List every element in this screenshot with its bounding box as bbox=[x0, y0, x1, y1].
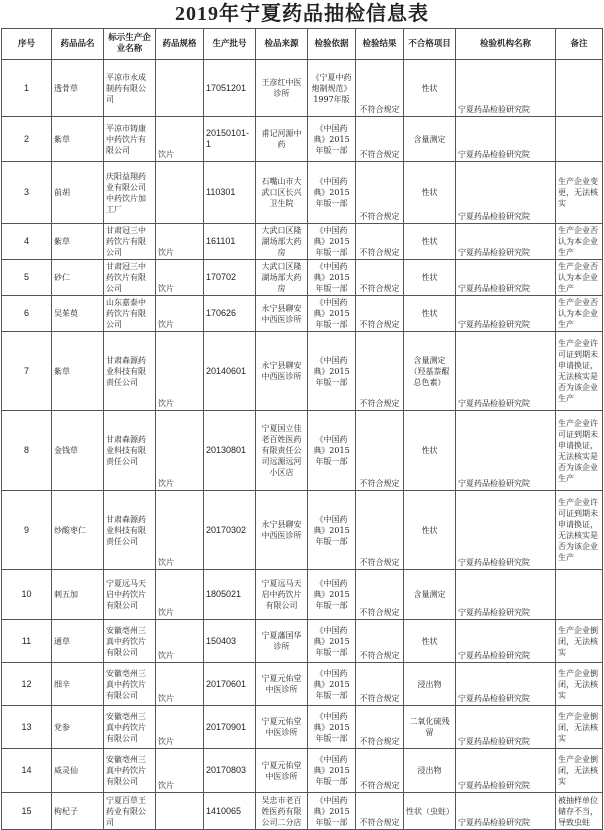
cell-manufacturer: 甘肃森源药业科技有限责任公司 bbox=[104, 332, 156, 411]
cell-spec: 饮片 bbox=[156, 332, 204, 411]
cell-drug-name: 透骨草 bbox=[52, 60, 104, 117]
cell-source: 宁夏国立佳老百姓医药有限责任公司远源远河小区店 bbox=[256, 411, 308, 491]
cell-manufacturer: 甘肃森源药业科技有限责任公司 bbox=[104, 411, 156, 491]
cell-drug-name: 炒酸枣仁 bbox=[52, 491, 104, 570]
cell-note: 生产企业否认为本企业生产 bbox=[556, 224, 603, 260]
cell-number: 14 bbox=[2, 749, 52, 793]
cell-batch: 1410065 bbox=[204, 793, 256, 830]
cell-result: 不符合规定 bbox=[356, 663, 404, 706]
cell-number: 8 bbox=[2, 411, 52, 491]
cell-number: 7 bbox=[2, 332, 52, 411]
cell-source: 大武口区隆湖场部大药房 bbox=[256, 260, 308, 296]
cell-source: 宁夏藩国华诊所 bbox=[256, 620, 308, 663]
cell-spec: 饮片 bbox=[156, 663, 204, 706]
header-cell: 生产批号 bbox=[204, 29, 256, 60]
cell-note bbox=[556, 117, 603, 162]
table-row bbox=[2, 570, 603, 620]
cell-manufacturer: 甘肃冠三中药饮片有限公司 bbox=[104, 224, 156, 260]
cell-spec: 饮片 bbox=[156, 296, 204, 332]
cell-source: 石嘴山市大武口区长兴卫生院 bbox=[256, 162, 308, 224]
cell-failed-item: 性状 bbox=[404, 260, 456, 296]
cell-basis: 《中国药典》2015年版一部 bbox=[308, 793, 356, 830]
cell-source: 宁夏远马天启中药饮片有限公司 bbox=[256, 570, 308, 620]
cell-batch: 20170601 bbox=[204, 663, 256, 706]
table-row bbox=[2, 260, 603, 296]
cell-spec: 饮片 bbox=[156, 570, 204, 620]
cell-source: 大武口区隆湖场部大药房 bbox=[256, 224, 308, 260]
cell-failed-item: 性状 bbox=[404, 620, 456, 663]
cell-failed-item: 性状 bbox=[404, 162, 456, 224]
cell-basis: 《中国药典》2015年版一部 bbox=[308, 411, 356, 491]
cell-org: 宁夏药品检验研究院 bbox=[456, 162, 556, 224]
cell-batch: 110301 bbox=[204, 162, 256, 224]
cell-drug-name: 前胡 bbox=[52, 162, 104, 224]
cell-org: 宁夏药品检验研究院 bbox=[456, 570, 556, 620]
cell-manufacturer: 宁夏远马天启中药饮片有限公司 bbox=[104, 570, 156, 620]
cell-org: 宁夏药品检验研究院 bbox=[456, 793, 556, 830]
cell-failed-item: 浸出物 bbox=[404, 749, 456, 793]
cell-number: 9 bbox=[2, 491, 52, 570]
cell-batch: 20170901 bbox=[204, 706, 256, 749]
cell-spec bbox=[156, 793, 204, 830]
cell-source: 永宁县聊安中西医诊所 bbox=[256, 296, 308, 332]
cell-basis: 《中国药典》2015年版一部 bbox=[308, 749, 356, 793]
cell-number: 13 bbox=[2, 706, 52, 749]
cell-result: 不符合规定 bbox=[356, 162, 404, 224]
cell-org: 宁夏药品检验研究院 bbox=[456, 260, 556, 296]
cell-org: 宁夏药品检验研究院 bbox=[456, 749, 556, 793]
cell-drug-name: 通草 bbox=[52, 620, 104, 663]
cell-source: 宁夏元佑堂中医诊所 bbox=[256, 663, 308, 706]
cell-drug-name: 金钱草 bbox=[52, 411, 104, 491]
cell-drug-name: 紫草 bbox=[52, 117, 104, 162]
cell-org: 宁夏药品检验研究院 bbox=[456, 60, 556, 117]
cell-org: 宁夏药品检验研究院 bbox=[456, 620, 556, 663]
cell-drug-name: 紫草 bbox=[52, 224, 104, 260]
cell-note: 生产企业否认为本企业生产 bbox=[556, 260, 603, 296]
header-cell: 不合格项目 bbox=[404, 29, 456, 60]
cell-spec: 饮片 bbox=[156, 117, 204, 162]
header-cell: 药品品名 bbox=[52, 29, 104, 60]
cell-source: 永宁县聊安中西医诊所 bbox=[256, 491, 308, 570]
cell-org: 宁夏药品检验研究院 bbox=[456, 296, 556, 332]
table-row bbox=[2, 332, 603, 411]
cell-number: 6 bbox=[2, 296, 52, 332]
table-row bbox=[2, 793, 603, 830]
cell-drug-name: 党参 bbox=[52, 706, 104, 749]
cell-failed-item: 性状 bbox=[404, 296, 456, 332]
cell-batch: 170702 bbox=[204, 260, 256, 296]
page-title: 2019年宁夏药品抽检信息表 bbox=[175, 3, 429, 25]
cell-basis: 《宁夏中药炮制规范》1997年版 bbox=[308, 60, 356, 117]
cell-note bbox=[556, 570, 603, 620]
table-row bbox=[2, 749, 603, 793]
cell-failed-item: 含量测定（羟基萘醌总色素） bbox=[404, 332, 456, 411]
table-row bbox=[2, 663, 603, 706]
cell-org: 宁夏药品检验研究院 bbox=[456, 491, 556, 570]
cell-drug-name: 细辛 bbox=[52, 663, 104, 706]
cell-org: 宁夏药品检验研究院 bbox=[456, 411, 556, 491]
cell-number: 5 bbox=[2, 260, 52, 296]
cell-result: 不符合规定 bbox=[356, 793, 404, 830]
cell-org: 宁夏药品检验研究院 bbox=[456, 706, 556, 749]
cell-batch: 20170803 bbox=[204, 749, 256, 793]
cell-spec: 饮片 bbox=[156, 224, 204, 260]
cell-batch: 1805021 bbox=[204, 570, 256, 620]
cell-basis: 《中国药典》2015年版一部 bbox=[308, 224, 356, 260]
cell-note: 生产企业倒闭，无法核实 bbox=[556, 749, 603, 793]
cell-failed-item: 性状 bbox=[404, 224, 456, 260]
cell-spec: 饮片 bbox=[156, 260, 204, 296]
cell-note: 生产企业变更，无法核实 bbox=[556, 162, 603, 224]
drug-inspection-table bbox=[1, 28, 603, 830]
cell-manufacturer: 安徽亳州三真中药饮片有限公司 bbox=[104, 749, 156, 793]
cell-batch: 161101 bbox=[204, 224, 256, 260]
cell-number: 11 bbox=[2, 620, 52, 663]
cell-drug-name: 吴茱萸 bbox=[52, 296, 104, 332]
cell-result: 不符合规定 bbox=[356, 60, 404, 117]
header-cell: 检验结果 bbox=[356, 29, 404, 60]
cell-basis: 《中国药典》2015年版一部 bbox=[308, 260, 356, 296]
table-row bbox=[2, 224, 603, 260]
cell-org: 宁夏药品检验研究院 bbox=[456, 663, 556, 706]
cell-manufacturer: 安徽亳州三真中药饮片有限公司 bbox=[104, 706, 156, 749]
cell-note: 生产企业许可证到期未申请换证，无法核实是否为该企业生产 bbox=[556, 491, 603, 570]
table-row bbox=[2, 117, 603, 162]
cell-source: 永宁县聊安中西医诊所 bbox=[256, 332, 308, 411]
cell-manufacturer: 平凉市铸康中药饮片有限公司 bbox=[104, 117, 156, 162]
cell-spec bbox=[156, 60, 204, 117]
cell-spec: 饮片 bbox=[156, 706, 204, 749]
cell-number: 15 bbox=[2, 793, 52, 830]
cell-note bbox=[556, 60, 603, 117]
cell-failed-item: 二氧化硫残留 bbox=[404, 706, 456, 749]
table-row bbox=[2, 411, 603, 491]
cell-note: 生产企业倒闭，无法核实 bbox=[556, 663, 603, 706]
cell-number: 12 bbox=[2, 663, 52, 706]
cell-manufacturer: 甘肃森源药业科技有限责任公司 bbox=[104, 491, 156, 570]
cell-batch: 150403 bbox=[204, 620, 256, 663]
cell-result: 不符合规定 bbox=[356, 411, 404, 491]
cell-basis: 《中国药典》2015年版一部 bbox=[308, 706, 356, 749]
cell-result: 不符合规定 bbox=[356, 706, 404, 749]
cell-manufacturer: 山东嘉泰中药饮片有限公司 bbox=[104, 296, 156, 332]
cell-result: 不符合规定 bbox=[356, 260, 404, 296]
cell-result: 不符合规定 bbox=[356, 296, 404, 332]
cell-number: 4 bbox=[2, 224, 52, 260]
header-cell: 检验依据 bbox=[308, 29, 356, 60]
cell-failed-item: 性状 bbox=[404, 60, 456, 117]
cell-source: 宁夏元佑堂中医诊所 bbox=[256, 706, 308, 749]
cell-drug-name: 威灵仙 bbox=[52, 749, 104, 793]
cell-note: 生产企业许可证到期未申请换证，无法核实是否为该企业生产 bbox=[556, 332, 603, 411]
table-row bbox=[2, 162, 603, 224]
table-row bbox=[2, 620, 603, 663]
cell-batch: 20140601 bbox=[204, 332, 256, 411]
cell-note: 生产企业倒闭，无法核实 bbox=[556, 706, 603, 749]
cell-number: 2 bbox=[2, 117, 52, 162]
cell-spec: 饮片 bbox=[156, 620, 204, 663]
cell-manufacturer: 甘肃冠三中药饮片有限公司 bbox=[104, 260, 156, 296]
cell-result: 不符合规定 bbox=[356, 570, 404, 620]
cell-basis: 《中国药典》2015年版一部 bbox=[308, 162, 356, 224]
cell-basis: 《中国药典》2015年版一部 bbox=[308, 296, 356, 332]
cell-result: 不符合规定 bbox=[356, 117, 404, 162]
header-cell: 序号 bbox=[2, 29, 52, 60]
cell-failed-item: 含量测定 bbox=[404, 117, 456, 162]
cell-result: 不符合规定 bbox=[356, 491, 404, 570]
cell-source: 吴忠市老百姓医药有限公司二分店 bbox=[256, 793, 308, 830]
cell-spec bbox=[156, 162, 204, 224]
cell-org: 宁夏药品检验研究院 bbox=[456, 117, 556, 162]
header-cell: 备注 bbox=[556, 29, 603, 60]
cell-basis: 《中国药典》2015年版一部 bbox=[308, 491, 356, 570]
cell-result: 不符合规定 bbox=[356, 620, 404, 663]
cell-drug-name: 枸杞子 bbox=[52, 793, 104, 830]
cell-source: 甫记河源中药 bbox=[256, 117, 308, 162]
cell-batch: 20130801 bbox=[204, 411, 256, 491]
table-row bbox=[2, 296, 603, 332]
cell-source: 宁夏元佑堂中医诊所 bbox=[256, 749, 308, 793]
cell-source: 王彦红中医诊所 bbox=[256, 60, 308, 117]
table-row bbox=[2, 706, 603, 749]
cell-basis: 《中国药典》2015年版一部 bbox=[308, 620, 356, 663]
cell-result: 不符合规定 bbox=[356, 749, 404, 793]
cell-failed-item: 性状 bbox=[404, 491, 456, 570]
cell-note: 生产企业许可证到期未申请换证，无法核实是否为该企业生产 bbox=[556, 411, 603, 491]
cell-number: 3 bbox=[2, 162, 52, 224]
cell-batch: 17051201 bbox=[204, 60, 256, 117]
header-cell: 标示生产企业名称 bbox=[104, 29, 156, 60]
header-row bbox=[2, 29, 603, 60]
cell-drug-name: 紫草 bbox=[52, 332, 104, 411]
cell-note: 生产企业倒闭，无法核实 bbox=[556, 620, 603, 663]
cell-basis: 《中国药典》2015年版一部 bbox=[308, 332, 356, 411]
cell-spec: 饮片 bbox=[156, 491, 204, 570]
cell-failed-item: 浸出物 bbox=[404, 663, 456, 706]
cell-number: 1 bbox=[2, 60, 52, 117]
cell-failed-item: 性状（虫蛀） bbox=[404, 793, 456, 830]
cell-manufacturer: 平凉市永成制药有限公司 bbox=[104, 60, 156, 117]
cell-result: 不符合规定 bbox=[356, 332, 404, 411]
cell-basis: 《中国药典》2015年版一部 bbox=[308, 117, 356, 162]
cell-manufacturer: 安徽亳州三真中药饮片有限公司 bbox=[104, 663, 156, 706]
cell-failed-item: 含量测定 bbox=[404, 570, 456, 620]
cell-batch: 20150101-1 bbox=[204, 117, 256, 162]
cell-org: 宁夏药品检验研究院 bbox=[456, 332, 556, 411]
cell-note: 被抽样单位储存不当，导致虫蛀 bbox=[556, 793, 603, 830]
table-row bbox=[2, 491, 603, 570]
cell-batch: 20170302 bbox=[204, 491, 256, 570]
cell-basis: 《中国药典》2015年版一部 bbox=[308, 570, 356, 620]
cell-drug-name: 砂仁 bbox=[52, 260, 104, 296]
header-cell: 检验机构名称 bbox=[456, 29, 556, 60]
cell-failed-item: 性状 bbox=[404, 411, 456, 491]
cell-result: 不符合规定 bbox=[356, 224, 404, 260]
cell-spec: 饮片 bbox=[156, 749, 204, 793]
cell-drug-name: 刺五加 bbox=[52, 570, 104, 620]
table-row bbox=[2, 60, 603, 117]
cell-manufacturer: 庆阳益翔药业有限公司中药饮片加工厂 bbox=[104, 162, 156, 224]
cell-basis: 《中国药典》2015年版一部 bbox=[308, 663, 356, 706]
cell-spec: 饮片 bbox=[156, 411, 204, 491]
cell-manufacturer: 宁夏百草王药业有限公司 bbox=[104, 793, 156, 830]
cell-note: 生产企业否认为本企业生产 bbox=[556, 296, 603, 332]
cell-number: 10 bbox=[2, 570, 52, 620]
header-cell: 药品规格 bbox=[156, 29, 204, 60]
cell-manufacturer: 安徽亳州三真中药饮片有限公司 bbox=[104, 620, 156, 663]
cell-batch: 170626 bbox=[204, 296, 256, 332]
header-cell: 检品来源 bbox=[256, 29, 308, 60]
cell-org: 宁夏药品检验研究院 bbox=[456, 224, 556, 260]
